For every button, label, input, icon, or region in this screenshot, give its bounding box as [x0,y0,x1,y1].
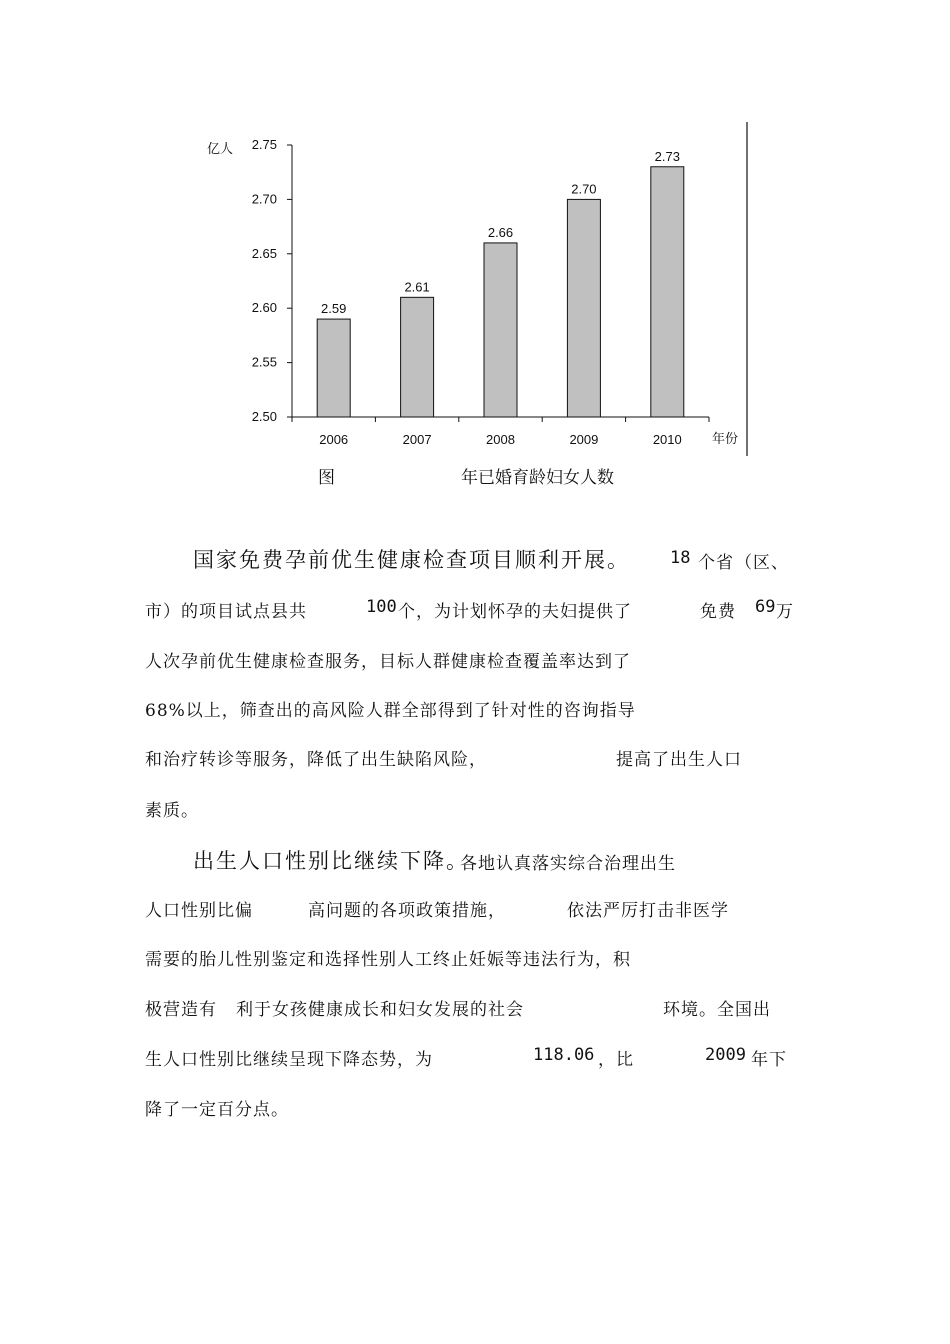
paragraph-heading: 国家免费孕前优生健康检查项目顺利开展。 [193,548,630,572]
text-segment: 个省 [698,553,734,573]
text-line: 需要的胎儿性别鉴定和选择性别人工终止妊娠等违法行为，积 [145,950,631,970]
bar [317,319,350,417]
y-tick-label: 2.55 [251,354,277,370]
bar [567,199,600,417]
text-number: 2009 [705,1045,746,1065]
data-label: 2.70 [571,181,597,197]
text-line: 68%以上，筛查出的高风险人群全部得到了针对性的咨询指导 [145,701,636,721]
text-segment: 和治疗转诊等服务，降低了出生缺陷风险， [145,750,487,770]
text-segment: 利于女孩健康成长和妇女发展的社会 [236,1000,524,1020]
y-tick-label: 2.50 [251,409,277,424]
x-tick-label: 2010 [652,432,682,447]
text-segment: 环境。全国出 [663,1000,771,1020]
text-line: 人次孕前优生健康检查服务，目标人群健康检查覆盖率达到了 [145,652,631,672]
data-label: 2.59 [321,301,347,317]
text-segment: 人口性别比偏 [145,901,253,921]
text-segment: 提高了出生人口 [616,750,742,770]
y-tick-label: 2.65 [251,245,277,261]
text-segment: 市）的项目试点县共 [145,602,307,622]
data-label: 2.61 [404,279,430,295]
text-segment: （区、 [735,553,789,573]
bar-chart [0,0,950,500]
y-axis-label: 亿人 [207,141,234,156]
figure-caption: 年已婚育龄妇女人数 [461,468,614,488]
x-tick-label: 2007 [402,432,432,447]
text-line: 素质。 [145,801,199,821]
y-tick-label: 2.60 [251,300,277,316]
data-label: 2.66 [487,224,514,240]
text-segment: ，比 [598,1050,634,1070]
text-segment: 各地认真落实综合治理出生 [460,854,676,874]
paragraph-heading: 出生人口性别比继续下降。 [193,849,469,873]
text-segment: 依法严厉打击非医学 [567,901,729,921]
text-number: 18 [670,548,691,568]
y-tick-label: 2.75 [251,137,277,152]
text-number: 69 [755,597,776,617]
text-segment: 万 [776,602,794,622]
data-label: 2.73 [654,148,680,164]
text-number: 118.06 [533,1045,595,1065]
x-tick-label: 2008 [486,432,515,447]
text-number: 100 [366,597,397,617]
x-axis-label: 年份 [712,431,739,446]
x-tick-label: 2006 [319,432,349,447]
text-segment: 高问题的各项政策措施， [308,901,506,921]
text-segment: 个，为计划怀孕的夫妇提供了 [398,602,632,622]
figure-label: 图 [318,468,335,488]
text-line: 降了一定百分点。 [145,1100,289,1120]
x-tick-label: 2009 [569,432,599,447]
text-segment: 生人口性别比继续呈现下降态势，为 [145,1050,433,1070]
y-tick-label: 2.70 [251,191,277,207]
bar [484,243,517,417]
text-segment: 极营造有 [145,1000,217,1020]
text-segment: 免费 [700,602,736,622]
text-segment: 年下 [751,1050,787,1070]
bar [651,167,684,417]
bar [401,297,434,417]
